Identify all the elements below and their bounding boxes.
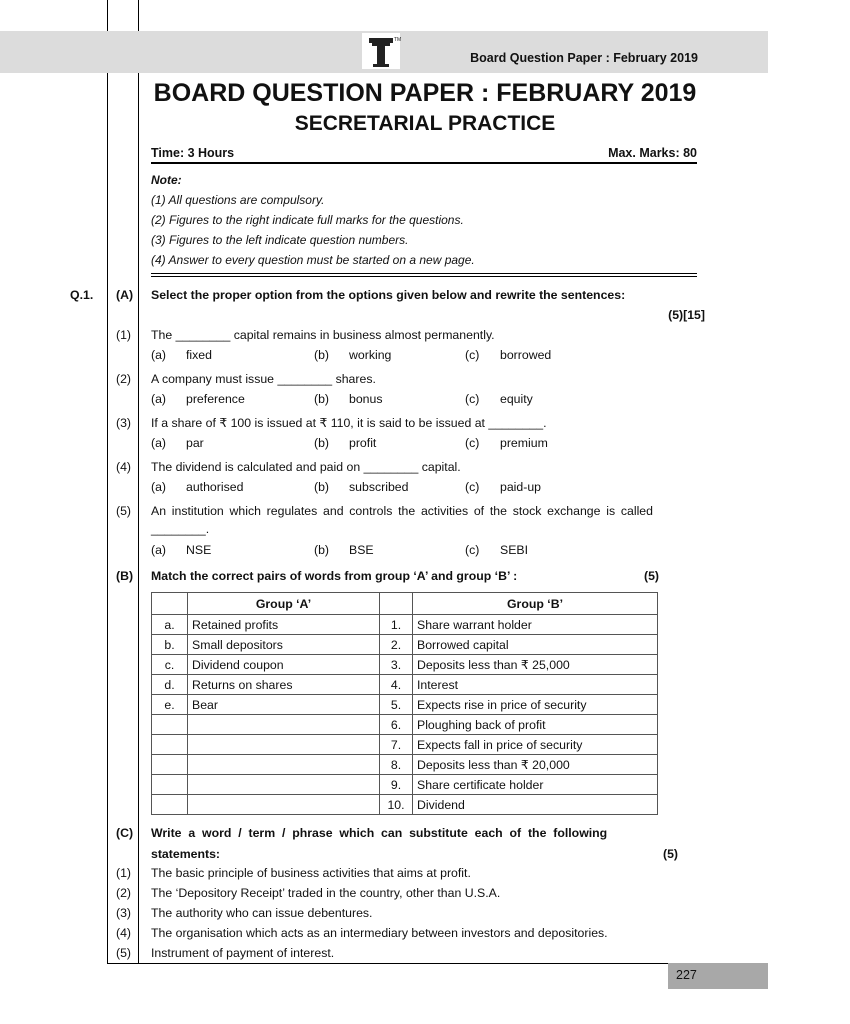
option-text: authorised: [186, 480, 244, 494]
table-cell: [152, 593, 188, 615]
section-label-a: (A): [116, 288, 134, 302]
option-text: equity: [500, 392, 533, 406]
table-header-row: [152, 593, 658, 615]
table-cell: Dividend: [413, 795, 658, 815]
table-cell: Dividend coupon: [188, 655, 380, 675]
table-cell: 7.: [380, 735, 413, 755]
option-label: (a): [151, 392, 167, 406]
section-a-instruction: Select the proper option from the options given below and rewrite the sentences:: [151, 288, 626, 302]
table-cell: [152, 775, 188, 795]
option-label: (b): [314, 436, 330, 450]
table-cell: Small depositors: [188, 635, 380, 655]
table-row: [152, 695, 658, 715]
table-cell: Deposits less than ₹ 25,000: [413, 655, 658, 675]
table-cell: b.: [152, 635, 188, 655]
mcq-question: A company must issue ________ shares.: [151, 372, 376, 386]
margin-line-left: [107, 0, 108, 963]
item-number: (1): [116, 866, 132, 880]
item-number: (3): [116, 906, 132, 920]
time-label: Time: 3 Hours: [151, 146, 235, 160]
item-number: (2): [116, 886, 132, 900]
svg-text:TM: TM: [394, 37, 402, 43]
table-cell: 1.: [380, 615, 413, 635]
table-cell: Deposits less than ₹ 20,000: [413, 755, 658, 775]
item-number: (4): [116, 926, 132, 940]
table-cell: e.: [152, 695, 188, 715]
table-cell: [152, 715, 188, 735]
option-label: (b): [314, 543, 330, 557]
section-b-marks: (5): [644, 569, 660, 583]
running-title: Board Question Paper : February 2019: [470, 51, 698, 65]
option-text: premium: [500, 436, 548, 450]
option-label: (c): [465, 436, 480, 450]
table-row: [152, 615, 658, 635]
option-label: (a): [151, 480, 167, 494]
option-text: NSE: [186, 543, 212, 557]
statement: Instrument of payment of interest.: [151, 946, 335, 960]
table-row: [152, 775, 658, 795]
note-item: (2) Figures to the right indicate full marks for the questions.: [151, 213, 464, 227]
section-a-marks: (5)[15]: [668, 308, 705, 322]
table-cell: Borrowed capital: [413, 635, 658, 655]
table-row: [152, 795, 658, 815]
table-cell: 6.: [380, 715, 413, 735]
table-row: [152, 715, 658, 735]
table-cell: [188, 735, 380, 755]
page-title: BOARD QUESTION PAPER : FEBRUARY 2019: [153, 79, 697, 107]
option-label: (b): [314, 348, 330, 362]
table-cell: [188, 775, 380, 795]
note-item: (4) Answer to every question must be started on a new page.: [151, 253, 475, 267]
divider-notes-2: [151, 276, 697, 277]
divider-notes: [151, 273, 697, 274]
statement: The ‘Depository Receipt’ traded in the country, other than U.S.A.: [151, 886, 501, 900]
table-cell: [152, 755, 188, 775]
item-number: (2): [116, 372, 132, 386]
option-text: SEBI: [500, 543, 529, 557]
option-label: (c): [465, 348, 480, 362]
table-row: [152, 755, 658, 775]
table-cell: Bear: [188, 695, 380, 715]
table-cell: 8.: [380, 755, 413, 775]
mcq-question: The dividend is calculated and paid on ________ capital.: [151, 460, 461, 474]
table-cell: [152, 795, 188, 815]
table-cell: Returns on shares: [188, 675, 380, 695]
section-label-c: (C): [116, 826, 134, 840]
item-number: (1): [116, 328, 132, 342]
item-number: (3): [116, 416, 132, 430]
divider-top: [151, 162, 697, 164]
section-b-instruction: Match the correct pairs of words from group ‘A’ and group ‘B’ :: [151, 569, 518, 583]
option-label: (b): [314, 480, 330, 494]
page-number: 227: [676, 968, 697, 982]
subject-title: SECRETARIAL PRACTICE: [294, 112, 556, 135]
option-text: subscribed: [349, 480, 409, 494]
table-cell: 4.: [380, 675, 413, 695]
statement: The authority who can issue debentures.: [151, 906, 373, 920]
item-number: (4): [116, 460, 132, 474]
option-text: profit: [349, 436, 377, 450]
table-cell: [152, 735, 188, 755]
section-c-marks: (5): [663, 847, 679, 861]
option-label: (a): [151, 348, 167, 362]
option-text: fixed: [186, 348, 212, 362]
group-b-header: Group ‘B’: [413, 593, 658, 615]
table-cell: 2.: [380, 635, 413, 655]
option-label: (a): [151, 543, 167, 557]
item-number: (5): [116, 946, 132, 960]
table-cell: c.: [152, 655, 188, 675]
question-number: Q.1.: [70, 288, 94, 302]
option-text: bonus: [349, 392, 383, 406]
table-cell: d.: [152, 675, 188, 695]
margin-line-right: [138, 0, 139, 963]
mcq-question: The ________ capital remains in business almost permanently.: [151, 328, 495, 342]
table-cell: [188, 755, 380, 775]
table-cell: Ploughing back of profit: [413, 715, 658, 735]
table-cell: Interest: [413, 675, 658, 695]
option-text: BSE: [349, 543, 374, 557]
page-number-band: [668, 963, 768, 989]
option-label: (a): [151, 436, 167, 450]
option-label: (b): [314, 392, 330, 406]
table-row: [152, 635, 658, 655]
table-cell: Share certificate holder: [413, 775, 658, 795]
table-cell: [188, 715, 380, 735]
note-label: Note:: [151, 173, 182, 187]
option-label: (c): [465, 480, 480, 494]
mcq-question: An institution which regulates and controls the activities of the stock exchange is called: [151, 504, 653, 518]
max-marks-label: Max. Marks: 80: [608, 146, 697, 160]
item-number: (5): [116, 504, 132, 518]
option-label: (c): [465, 392, 480, 406]
table-cell: 10.: [380, 795, 413, 815]
section-label-b: (B): [116, 569, 134, 583]
option-text: borrowed: [500, 348, 552, 362]
table-row: [152, 735, 658, 755]
table-row: [152, 675, 658, 695]
table-row: [152, 655, 658, 675]
statement: The organisation which acts as an intermediary between investors and depositories.: [151, 926, 608, 940]
note-item: (3) Figures to the left indicate question numbers.: [151, 233, 409, 247]
table-cell: Expects rise in price of security: [413, 695, 658, 715]
mcq-question: If a share of ₹ 100 is issued at ₹ 110, it is said to be issued at ________.: [151, 416, 547, 430]
table-cell: a.: [152, 615, 188, 635]
section-c-instruction: Write a word / term / phrase which can substitute each of the following: [151, 826, 608, 840]
match-table: [151, 592, 658, 815]
table-cell: [188, 795, 380, 815]
option-text: preference: [186, 392, 245, 406]
mcq-question-continued: ________.: [151, 522, 210, 536]
table-cell: Share warrant holder: [413, 615, 658, 635]
book-publisher-logo-icon: [362, 33, 400, 69]
option-text: paid-up: [500, 480, 542, 494]
statement: The basic principle of business activities that aims at profit.: [151, 866, 471, 880]
note-item: (1) All questions are compulsory.: [151, 193, 325, 207]
option-text: working: [349, 348, 392, 362]
group-a-header: Group ‘A’: [188, 593, 380, 615]
table-cell: Retained profits: [188, 615, 380, 635]
table-cell: 5.: [380, 695, 413, 715]
section-c-instruction-continued: statements:: [151, 847, 221, 861]
table-cell: 9.: [380, 775, 413, 795]
table-cell: 3.: [380, 655, 413, 675]
table-cell: [380, 593, 413, 615]
option-label: (c): [465, 543, 480, 557]
option-text: par: [186, 436, 204, 450]
table-cell: Expects fall in price of security: [413, 735, 658, 755]
